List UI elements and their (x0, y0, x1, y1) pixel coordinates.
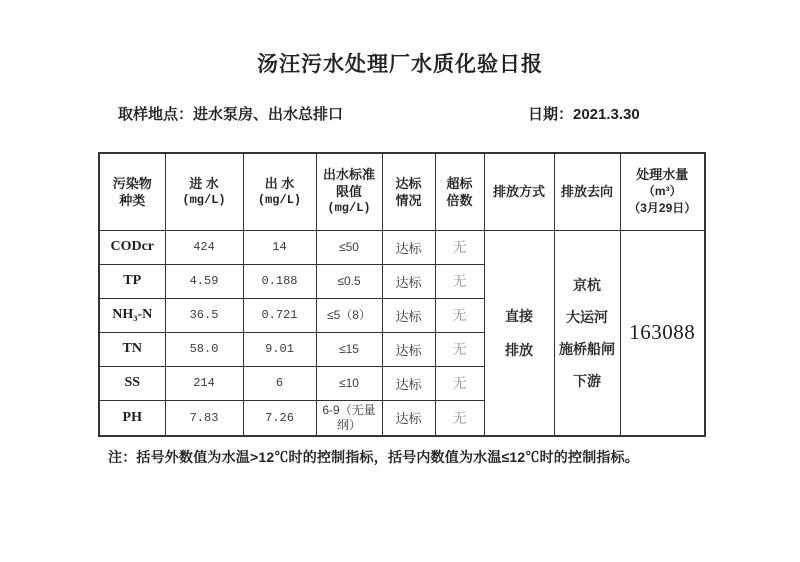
status-value: 达标 (382, 230, 435, 264)
treated-volume-value: 163088 (620, 230, 705, 436)
status-value: 达标 (382, 400, 435, 436)
meta-row (0, 103, 800, 125)
limit-value: 6-9（无量纲） (316, 400, 382, 436)
limit-value: ≤15 (316, 332, 382, 366)
pollutant-name: CODcr (99, 230, 165, 264)
status-value: 达标 (382, 298, 435, 332)
pollutant-name: SS (99, 366, 165, 400)
sample-location-label: 取样地点：进水泵房、出水总排口 (118, 106, 344, 123)
limit-value: ≤10 (316, 366, 382, 400)
header-discharge-destination: 排放去向 (554, 153, 620, 230)
influent-value: 214 (165, 366, 243, 400)
exceed-value: 无 (435, 264, 484, 298)
effluent-value: 7.26 (243, 400, 316, 436)
header-exceed: 超标 倍数 (435, 153, 484, 230)
header-effluent: 出 水 (mg/L) (243, 153, 316, 230)
header-limit: 出水标准 限值 (mg/L) (316, 153, 382, 230)
header-influent: 进 水 (mg/L) (165, 153, 243, 230)
table-header-row (99, 153, 705, 230)
header-discharge-mode: 排放方式 (484, 153, 554, 230)
influent-value: 424 (165, 230, 243, 264)
limit-value: ≤0.5 (316, 264, 382, 298)
limit-value: ≤5（8） (316, 298, 382, 332)
pollutant-name: NH₃-N (99, 298, 165, 332)
influent-value: 7.83 (165, 400, 243, 436)
influent-value: 58.0 (165, 332, 243, 366)
pollutant-name: TP (99, 264, 165, 298)
discharge-destination-cell: 京杭 大运河 施桥船闸 下游 (554, 230, 620, 436)
table-row-codcr (99, 230, 705, 264)
effluent-value: 6 (243, 366, 316, 400)
exceed-value: 无 (435, 298, 484, 332)
effluent-value: 0.721 (243, 298, 316, 332)
effluent-value: 0.188 (243, 264, 316, 298)
exceed-value: 无 (435, 366, 484, 400)
status-value: 达标 (382, 332, 435, 366)
pollutant-name: PH (99, 400, 165, 436)
effluent-value: 9.01 (243, 332, 316, 366)
water-quality-table (98, 152, 706, 437)
influent-value: 4.59 (165, 264, 243, 298)
status-value: 达标 (382, 366, 435, 400)
header-pollutant: 污染物 种类 (99, 153, 165, 230)
influent-value: 36.5 (165, 298, 243, 332)
header-status: 达标 情况 (382, 153, 435, 230)
limit-value: ≤50 (316, 230, 382, 264)
exceed-value: 无 (435, 400, 484, 436)
effluent-value: 14 (243, 230, 316, 264)
status-value: 达标 (382, 264, 435, 298)
discharge-mode-cell: 直接 排放 (484, 230, 554, 436)
report-date-label: 日期：2021.3.30 (528, 106, 640, 123)
page-title: 汤汪污水处理厂水质化验日报 (257, 53, 543, 76)
header-treated-volume: 处理水量 （m³） （3月29日） (620, 153, 705, 230)
exceed-value: 无 (435, 332, 484, 366)
pollutant-name: TN (99, 332, 165, 366)
footnote: 注：括号外数值为水温>12℃时的控制指标，括号内数值为水温≤12℃时的控制指标。 (108, 449, 640, 465)
exceed-value: 无 (435, 230, 484, 264)
